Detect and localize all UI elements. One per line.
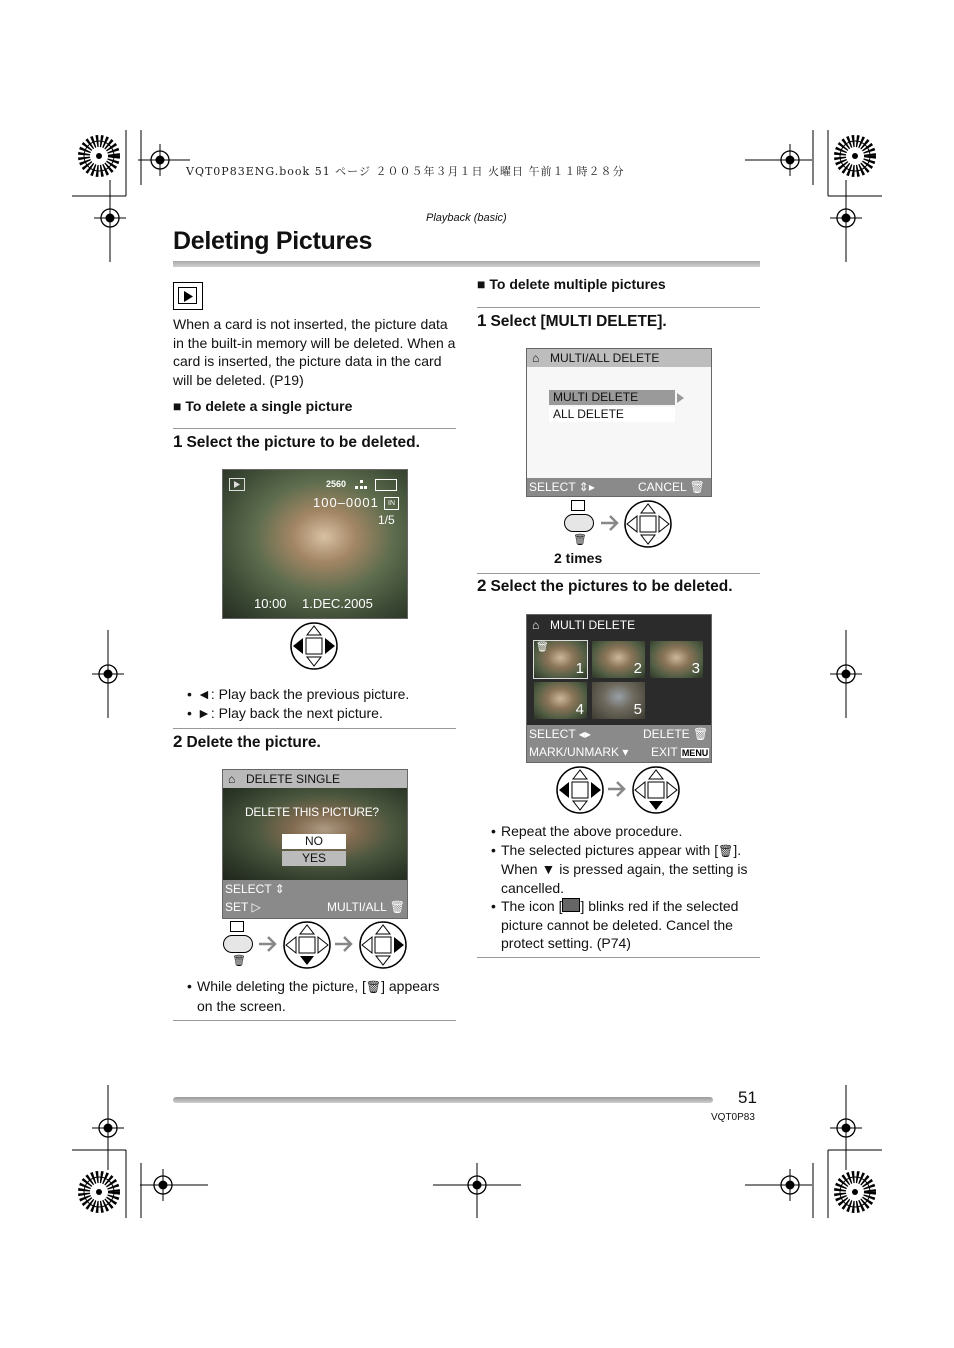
cursor-pad-right-icon bbox=[358, 920, 408, 970]
left-step1 bbox=[173, 432, 420, 452]
trash-icon: 🗑 bbox=[689, 480, 705, 494]
delete-mode-icon: ⌂ bbox=[532, 351, 540, 365]
nav-item-previous: • ◄: Play back the previous picture. bbox=[187, 685, 457, 704]
submenu-arrow-icon bbox=[677, 393, 685, 403]
multi-delete-heading-text: To delete multiple pictures bbox=[489, 276, 666, 292]
footer-bar bbox=[173, 1097, 713, 1103]
multi-delete-heading: ■ To delete multiple pictures bbox=[477, 276, 666, 292]
footer-select-label: SELECT ⇕ bbox=[225, 882, 285, 896]
arrow-right-icon bbox=[600, 513, 620, 533]
trash-icon: 🗑 bbox=[718, 843, 734, 858]
resolution-label: 2560 bbox=[326, 479, 347, 489]
right-step2 bbox=[477, 576, 733, 596]
left-step2 bbox=[173, 732, 321, 752]
screen-title: MULTI DELETE bbox=[550, 618, 636, 632]
trash-icon: 🗑 bbox=[389, 900, 405, 914]
screen-title-bar bbox=[527, 349, 711, 367]
step-number: 2 bbox=[173, 732, 183, 751]
divider bbox=[173, 728, 456, 729]
option-yes[interactable]: YES bbox=[282, 851, 346, 866]
note-item: • Repeat the above procedure. bbox=[491, 822, 761, 841]
footer-multi-all-label: MULTI/ALL 🗑 bbox=[327, 900, 405, 914]
screen-footer bbox=[527, 725, 711, 762]
divider bbox=[477, 957, 760, 958]
page-number: 51 bbox=[738, 1088, 757, 1107]
cursor-pad-down-icon bbox=[631, 765, 681, 815]
right-notes bbox=[491, 822, 761, 953]
left-note bbox=[187, 977, 457, 1015]
file-number: 100–0001 bbox=[313, 495, 379, 510]
step-number: 1 bbox=[173, 432, 183, 451]
divider bbox=[477, 307, 760, 308]
footer-mark-label: MARK/UNMARK ▾ bbox=[529, 745, 629, 759]
step-label: Select the picture to be deleted. bbox=[186, 434, 420, 451]
cursor-pad-left-right-icon bbox=[289, 621, 339, 671]
recorded-date: 1.DEC.2005 bbox=[302, 596, 373, 611]
arrow-right-icon bbox=[607, 779, 627, 799]
footer-select-label: SELECT ⇕▸ bbox=[529, 480, 595, 494]
screen-title-bar bbox=[223, 770, 407, 788]
delete-button-icon: 🗑 bbox=[222, 921, 256, 969]
step-number: 1 bbox=[477, 311, 487, 330]
note-item: • The icon [ ] blinks red if the selected picture cannot be deleted. Cancel the protect setting. (P74) bbox=[491, 897, 761, 953]
recorded-time: 10:00 bbox=[254, 596, 287, 611]
arrow-right-icon bbox=[258, 934, 278, 954]
print-header: VQT0P83ENG.book 51 ページ ２００５年３月１日 火曜日 午前１１時２８分 bbox=[186, 165, 625, 178]
menu-item-multi-delete[interactable]: MULTI DELETE bbox=[549, 390, 675, 405]
cursor-pad-up-down-icon bbox=[623, 499, 673, 549]
divider bbox=[477, 573, 760, 574]
thumbnail-4[interactable]: 4 bbox=[534, 682, 587, 719]
screen-footer bbox=[223, 880, 407, 918]
screen-title: DELETE SINGLE bbox=[246, 772, 341, 786]
footer-cancel-label: CANCEL 🗑 bbox=[638, 480, 705, 494]
thumbnail-2[interactable]: 2 bbox=[592, 641, 645, 678]
trash-icon: 🗑 bbox=[693, 727, 709, 741]
trash-icon: 🗑 bbox=[536, 642, 549, 653]
playback-mode-icon bbox=[173, 282, 203, 310]
protect-icon bbox=[562, 898, 580, 912]
battery-icon bbox=[375, 479, 397, 491]
single-delete-heading-text: To delete a single picture bbox=[185, 398, 353, 414]
menu-button-icon: MENU bbox=[681, 748, 709, 758]
screen-title-bar bbox=[527, 615, 711, 635]
footer-select-label: SELECT ◂▸ bbox=[529, 727, 591, 741]
screen-footer bbox=[527, 478, 711, 496]
press-count: 2 times bbox=[554, 550, 603, 566]
step-number: 2 bbox=[477, 576, 487, 595]
doc-code: VQT0P83 bbox=[711, 1112, 755, 1123]
thumbnail-5[interactable]: 5 bbox=[592, 682, 645, 719]
thumbnail-1[interactable]: 🗑 1 bbox=[534, 641, 587, 678]
option-no[interactable]: NO bbox=[282, 834, 346, 849]
playback-icon bbox=[229, 478, 245, 491]
title-underline bbox=[173, 261, 760, 267]
camera-screen-playback bbox=[222, 469, 408, 619]
divider bbox=[173, 428, 456, 429]
intro-text: When a card is not inserted, the picture data in the built-in memory will be deleted. When a card is inserted, the picture data in the card will be deleted. (P19) bbox=[173, 316, 456, 388]
note-item: • While deleting the picture, [🗑] appears on the screen. bbox=[187, 977, 457, 1015]
section-label: Playback (basic) bbox=[426, 212, 507, 224]
delete-mode-icon: ⌂ bbox=[228, 772, 236, 786]
cursor-pad-left-right-icon bbox=[555, 765, 605, 815]
step-label: Select the pictures to be deleted. bbox=[490, 578, 733, 595]
camera-screen-multi-all-delete bbox=[526, 348, 712, 497]
arrow-right-icon bbox=[334, 934, 354, 954]
camera-screen-delete-single bbox=[222, 769, 408, 919]
quality-icon bbox=[355, 479, 367, 489]
step-label: Delete the picture. bbox=[186, 734, 321, 751]
footer-delete-label: DELETE 🗑 bbox=[643, 727, 709, 741]
trash-icon: 🗑 bbox=[365, 980, 382, 994]
page-title: Deleting Pictures bbox=[173, 227, 373, 255]
confirm-question: DELETE THIS PICTURE? bbox=[245, 805, 379, 819]
cursor-pad-down-icon bbox=[282, 920, 332, 970]
thumbnail-3[interactable]: 3 bbox=[650, 641, 703, 678]
delete-mode-icon: ⌂ bbox=[532, 618, 540, 632]
picture-count: 1/5 bbox=[378, 513, 395, 527]
nav-item-next: • ►: Play back the next picture. bbox=[187, 704, 457, 723]
note-item: • The selected pictures appear with [🗑]. When ▼ is pressed again, the setting is cancelled. bbox=[491, 841, 761, 898]
single-delete-heading: ■ To delete a single picture bbox=[173, 398, 353, 414]
screen-title: MULTI/ALL DELETE bbox=[550, 351, 660, 365]
footer-exit-label: EXIT MENU bbox=[651, 745, 709, 759]
right-step1 bbox=[477, 311, 667, 331]
camera-screen-multi-delete bbox=[526, 614, 712, 763]
nav-list bbox=[187, 685, 457, 722]
delete-button-icon: 🗑 bbox=[563, 500, 597, 548]
divider bbox=[173, 1020, 456, 1021]
menu-item-all-delete[interactable]: ALL DELETE bbox=[549, 407, 675, 422]
step-label: Select [MULTI DELETE]. bbox=[490, 313, 667, 330]
built-in-memory-icon: IN bbox=[384, 497, 399, 510]
footer-set-label: SET ▷ bbox=[225, 900, 261, 914]
